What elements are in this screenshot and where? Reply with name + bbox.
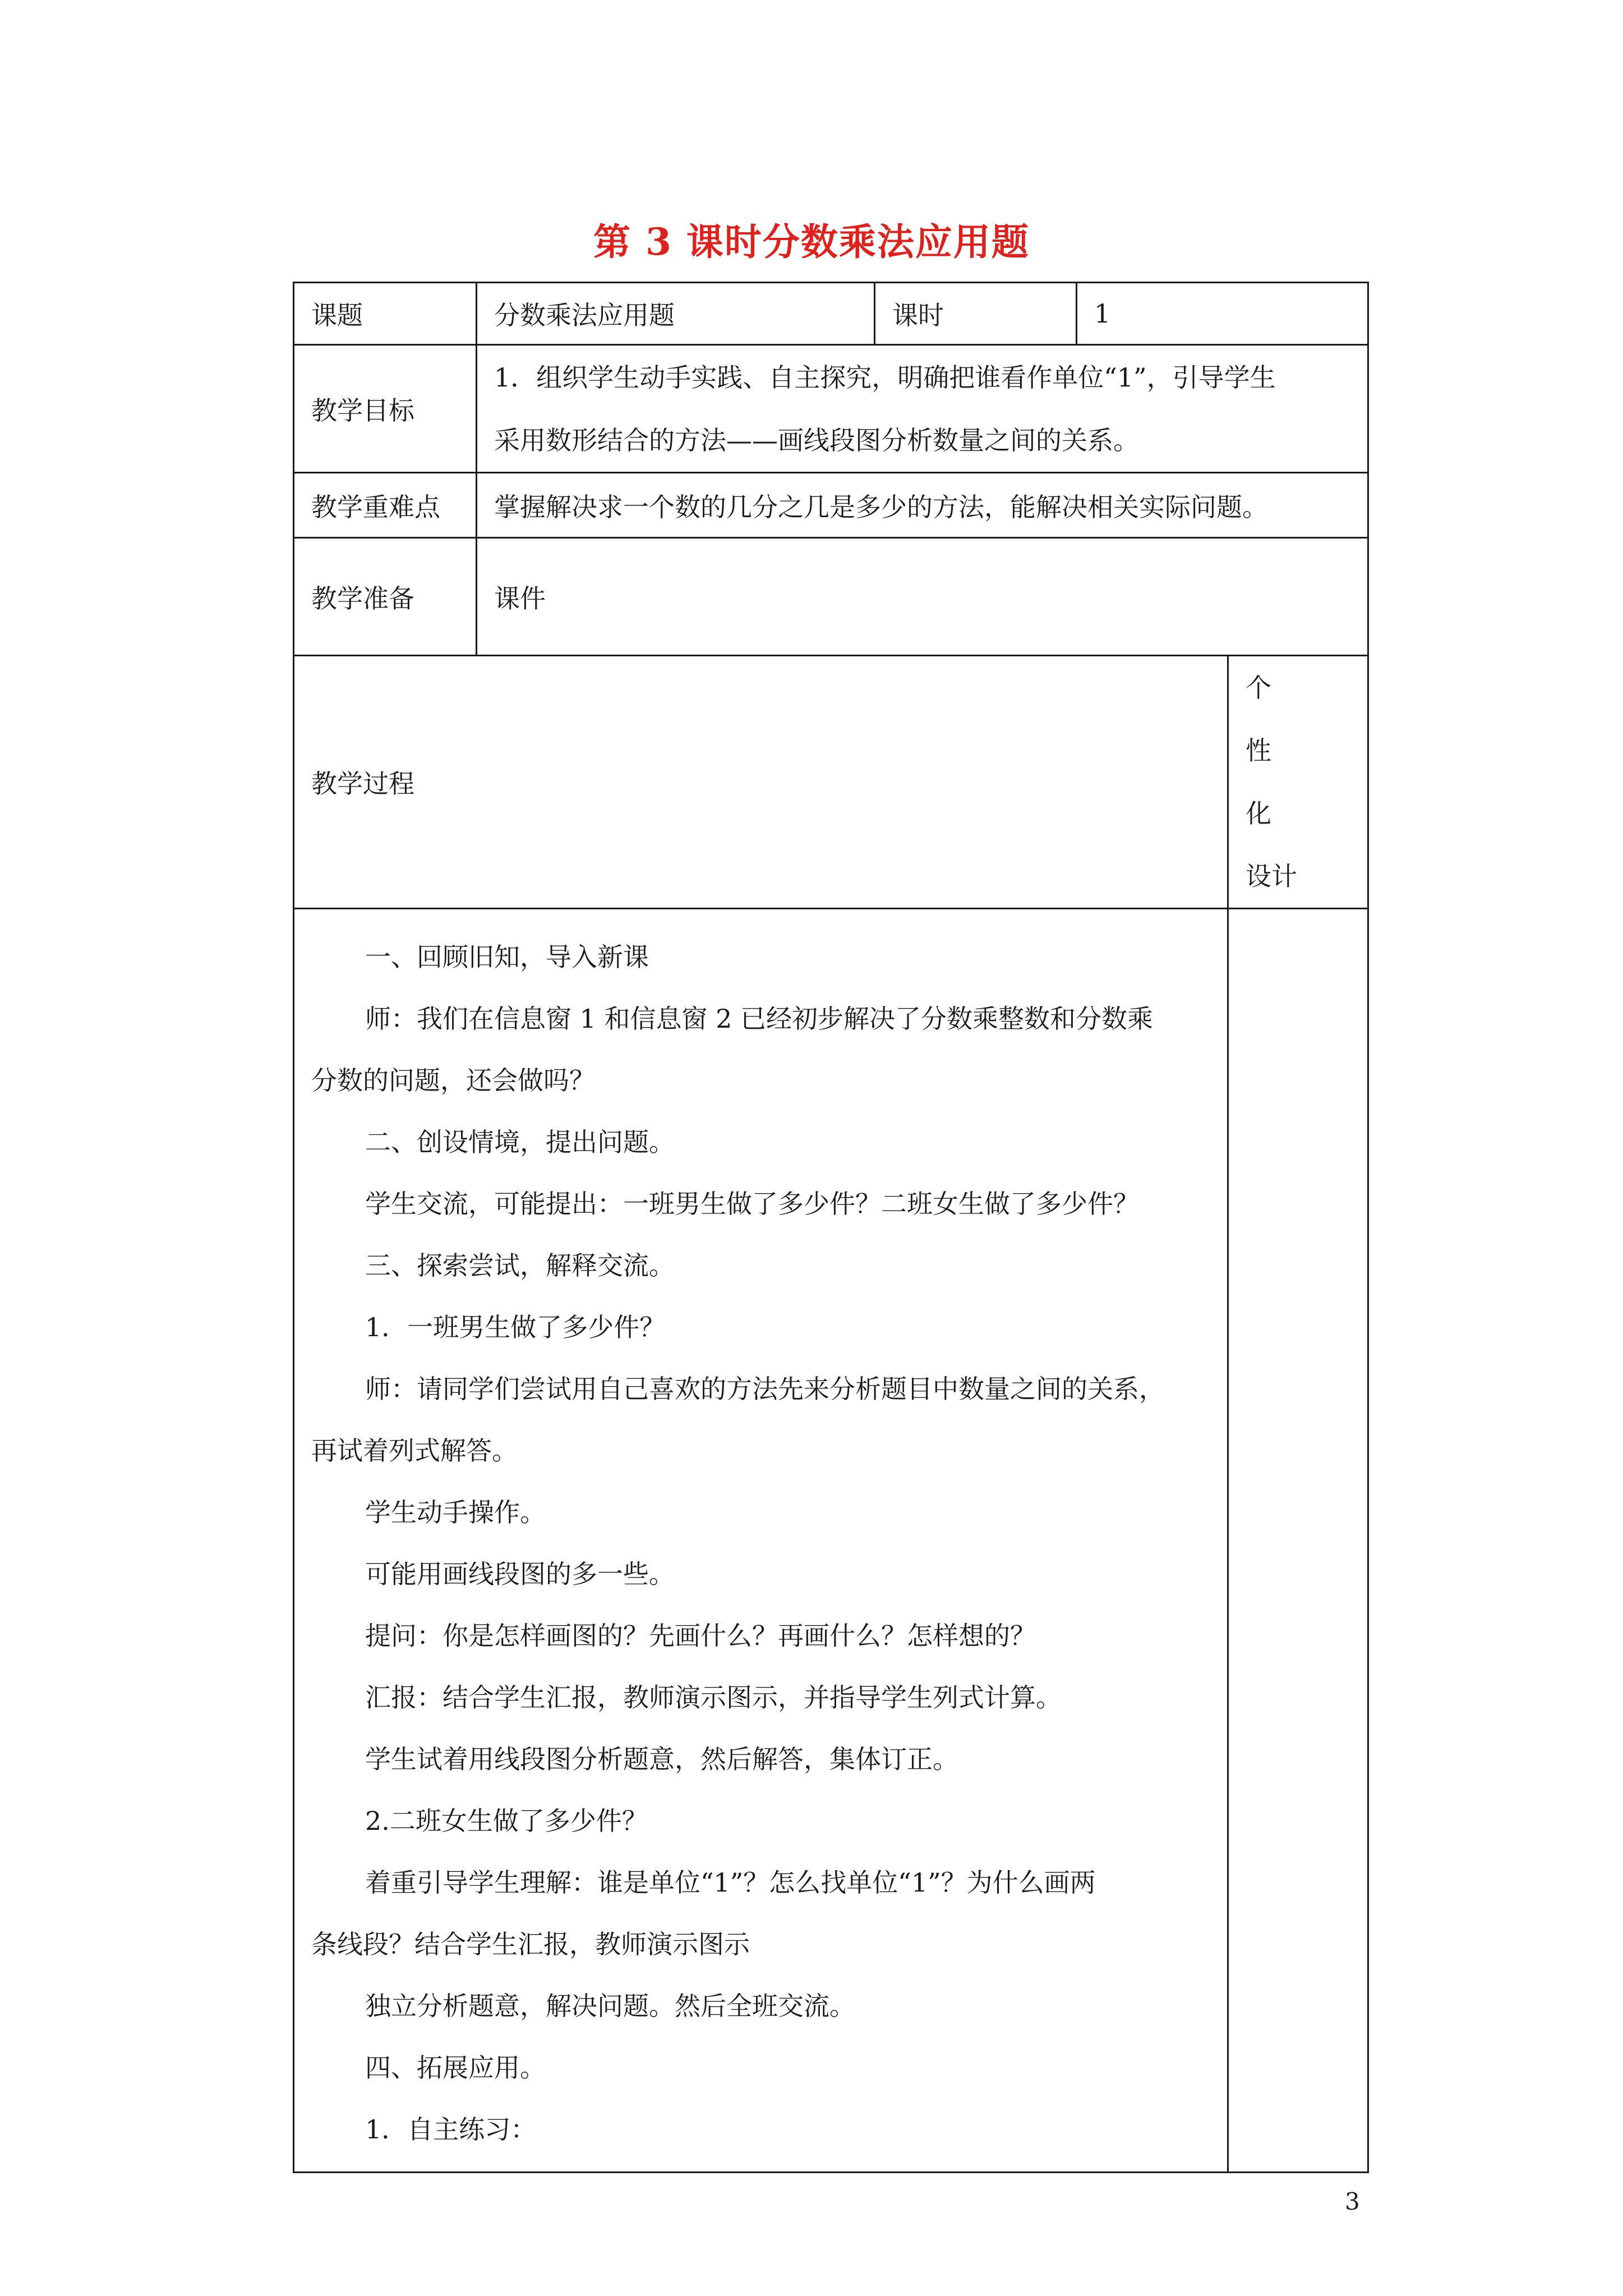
process-body-row (294, 909, 1368, 2173)
process-paragraph: 二、创设情境，提出问题。 (365, 1127, 675, 1157)
process-paragraph: 分数的问题，还会做吗？ (311, 1065, 595, 1096)
process-paragraph: 提问：你是怎样画图的？先画什么？再画什么？怎样想的？ (365, 1621, 1036, 1651)
preparation-label: 教学准备 (294, 538, 477, 656)
lesson-plan-table (293, 282, 1369, 2173)
key-points-row (294, 473, 1368, 538)
page-number: 3 (1345, 2188, 1360, 2215)
process-paragraph: 2.二班女生做了多少件？ (365, 1806, 648, 1836)
class-hours-value: 1 (1077, 283, 1368, 345)
objectives-row (294, 345, 1368, 473)
topic-value: 分数乘法应用题 (477, 283, 875, 345)
process-paragraph: 三、探索尝试，解释交流。 (365, 1250, 675, 1281)
objectives-line: 1．组织学生动手实践、自主探究，明确把谁看作单位“1”，引导学生 (494, 362, 1276, 393)
process-paragraph: 再试着列式解答。 (311, 1435, 518, 1466)
process-paragraph: 1．一班男生做了多少件？ (365, 1312, 666, 1342)
objectives-label: 教学目标 (294, 345, 477, 473)
process-paragraph: 着重引导学生理解：谁是单位“1”？怎么找单位“1”？为什么画两 (365, 1867, 1096, 1898)
personalized-design-label (1228, 656, 1368, 909)
process-paragraph: 学生试着用线段图分析题意，然后解答，集体订正。 (365, 1744, 958, 1774)
personalized-design-line2: 设计 (1246, 861, 1297, 891)
process-paragraph: 1．自主练习： (365, 2114, 537, 2145)
process-content (294, 909, 1228, 2173)
process-paragraph: 学生交流，可能提出：一班男生做了多少件？二班女生做了多少件？ (365, 1189, 1139, 1219)
key-points-value: 掌握解决求一个数的几分之几是多少的方法，能解决相关实际问题。 (477, 473, 1368, 538)
process-paragraph: 学生动手操作。 (365, 1497, 546, 1527)
process-paragraph: 条线段？结合学生汇报，教师演示图示 (311, 1929, 750, 1959)
process-paragraph: 一、回顾旧知，导入新课 (365, 942, 649, 972)
process-paragraph: 四、拓展应用。 (365, 2053, 546, 2083)
key-points-label: 教学重难点 (294, 473, 477, 538)
objectives-line: 采用数形结合的方法——画线段图分析数量之间的关系。 (494, 425, 1139, 455)
topic-row (294, 283, 1368, 345)
personalized-design-line1: 个性化 (1246, 673, 1298, 829)
process-paragraph: 可能用画线段图的多一些。 (365, 1559, 675, 1589)
objectives-content (477, 345, 1368, 473)
process-paragraph: 师：我们在信息窗 1 和信息窗 2 已经初步解决了分数乘整数和分数乘 (365, 1004, 1154, 1034)
process-paragraph: 汇报：结合学生汇报，教师演示图示，并指导学生列式计算。 (365, 1682, 1062, 1713)
personalized-design-content (1228, 909, 1368, 2173)
topic-label: 课题 (294, 283, 477, 345)
process-paragraph: 独立分析题意，解决问题。然后全班交流。 (365, 1991, 855, 2021)
class-hours-label: 课时 (875, 283, 1077, 345)
process-header-row (294, 656, 1368, 909)
process-paragraph: 师：请同学们尝试用自己喜欢的方法先来分析题目中数量之间的关系， (365, 1374, 1165, 1404)
preparation-value: 课件 (477, 538, 1368, 656)
process-label: 教学过程 (294, 656, 1228, 909)
preparation-row (294, 538, 1368, 656)
page-title: 第 3 课时分数乘法应用题 (593, 220, 1030, 264)
